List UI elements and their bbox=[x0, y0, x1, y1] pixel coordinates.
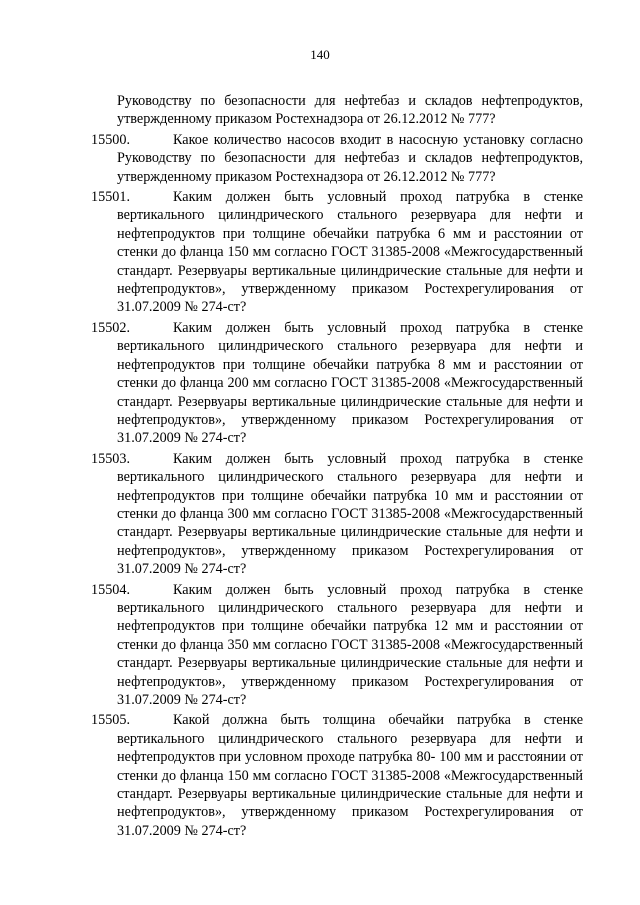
question-number: 15505. bbox=[91, 712, 131, 729]
question-15504 bbox=[91, 581, 583, 710]
question-15505 bbox=[91, 711, 583, 840]
question-15502 bbox=[91, 319, 583, 448]
question-15503 bbox=[91, 450, 583, 579]
question-text: Каким должен быть условный проход патрубка в стенке вертикального цилиндрического стального резервуара для нефти и нефтепродуктов при толщине обечайки патрубка 10 мм и расстоянии от стенки до фланца 300 мм согласно ГОСТ 31385-2008 «Межгосударственный стандарт. Резервуары вертикальные цилиндрические стальные для нефти и нефтепродуктов», утвержденному приказом Ростехрегулирования от 31.07.2009 № 274-ст? bbox=[117, 450, 583, 578]
question-text: Каким должен быть условный проход патрубка в стенке вертикального цилиндрического стального резервуара для нефти и нефтепродуктов при толщине обечайки патрубка 12 мм и расстоянии от стенки до фланца 350 мм согласно ГОСТ 31385-2008 «Межгосударственный стандарт. Резервуары вертикальные цилиндрические стальные для нефти и нефтепродуктов», утвержденному приказом Ростехрегулирования от 31.07.2009 № 274-ст? bbox=[117, 581, 583, 708]
question-number: 15501. bbox=[91, 189, 131, 206]
page-number: 140 bbox=[310, 47, 330, 62]
question-15500 bbox=[91, 131, 583, 186]
question-text: Каким должен быть условный проход патрубка в стенке вертикального цилиндрического стального резервуара для нефти и нефтепродуктов при толщине обечайки патрубка 8 мм и расстоянии от стенки до фланца 200 мм согласно ГОСТ 31385-2008 «Межгосударственный стандарт. Резервуары вертикальные цилиндрические стальные для нефти и нефтепродуктов», утвержденному приказом Ростехрегулирования от 31.07.2009 № 274-ст? bbox=[117, 319, 583, 447]
question-number: 15503. bbox=[91, 450, 131, 467]
question-number: 15504. bbox=[91, 581, 131, 598]
question-text: Какое количество насосов входит в насосную установку согласно Руководству по безопасности для нефтебаз и складов нефтепродуктов, утвержденному приказом Ростехнадзора от 26.12.2012 № 777? bbox=[117, 131, 583, 185]
question-text: Какой должна быть толщина обечайки патрубка в стенке вертикального цилиндрического стального резервуара для нефти и нефтепродуктов при условном проходе патрубка 80- 100 мм и расстоянии от стенки до фланца 150 мм согласно ГОСТ 31385-2008 «Межгосударственный стандарт. Резервуары вертикальные цилиндрические стальные для нефти и нефтепродуктов», утвержденному приказом Ростехрегулирования от 31.07.2009 № 274-ст? bbox=[117, 712, 583, 839]
page-content bbox=[91, 92, 583, 840]
question-15501 bbox=[91, 188, 583, 317]
question-number: 15502. bbox=[91, 319, 131, 336]
question-text: Каким должен быть условный проход патрубка в стенке вертикального цилиндрического стального резервуара для нефти и нефтепродуктов при толщине обечайки патрубка 6 мм и расстоянии от стенки до фланца 150 мм согласно ГОСТ 31385-2008 «Межгосударственный стандарт. Резервуары вертикальные цилиндрические стальные для нефти и нефтепродуктов», утвержденному приказом Ростехрегулирования от 31.07.2009 № 274-ст? bbox=[117, 189, 583, 316]
question-number: 15500. bbox=[91, 131, 131, 148]
intro-paragraph: Руководству по безопасности для нефтебаз и складов нефтепродуктов, утвержденному приказом Ростехнадзора от 26.12.2012 № 777? bbox=[117, 93, 583, 128]
